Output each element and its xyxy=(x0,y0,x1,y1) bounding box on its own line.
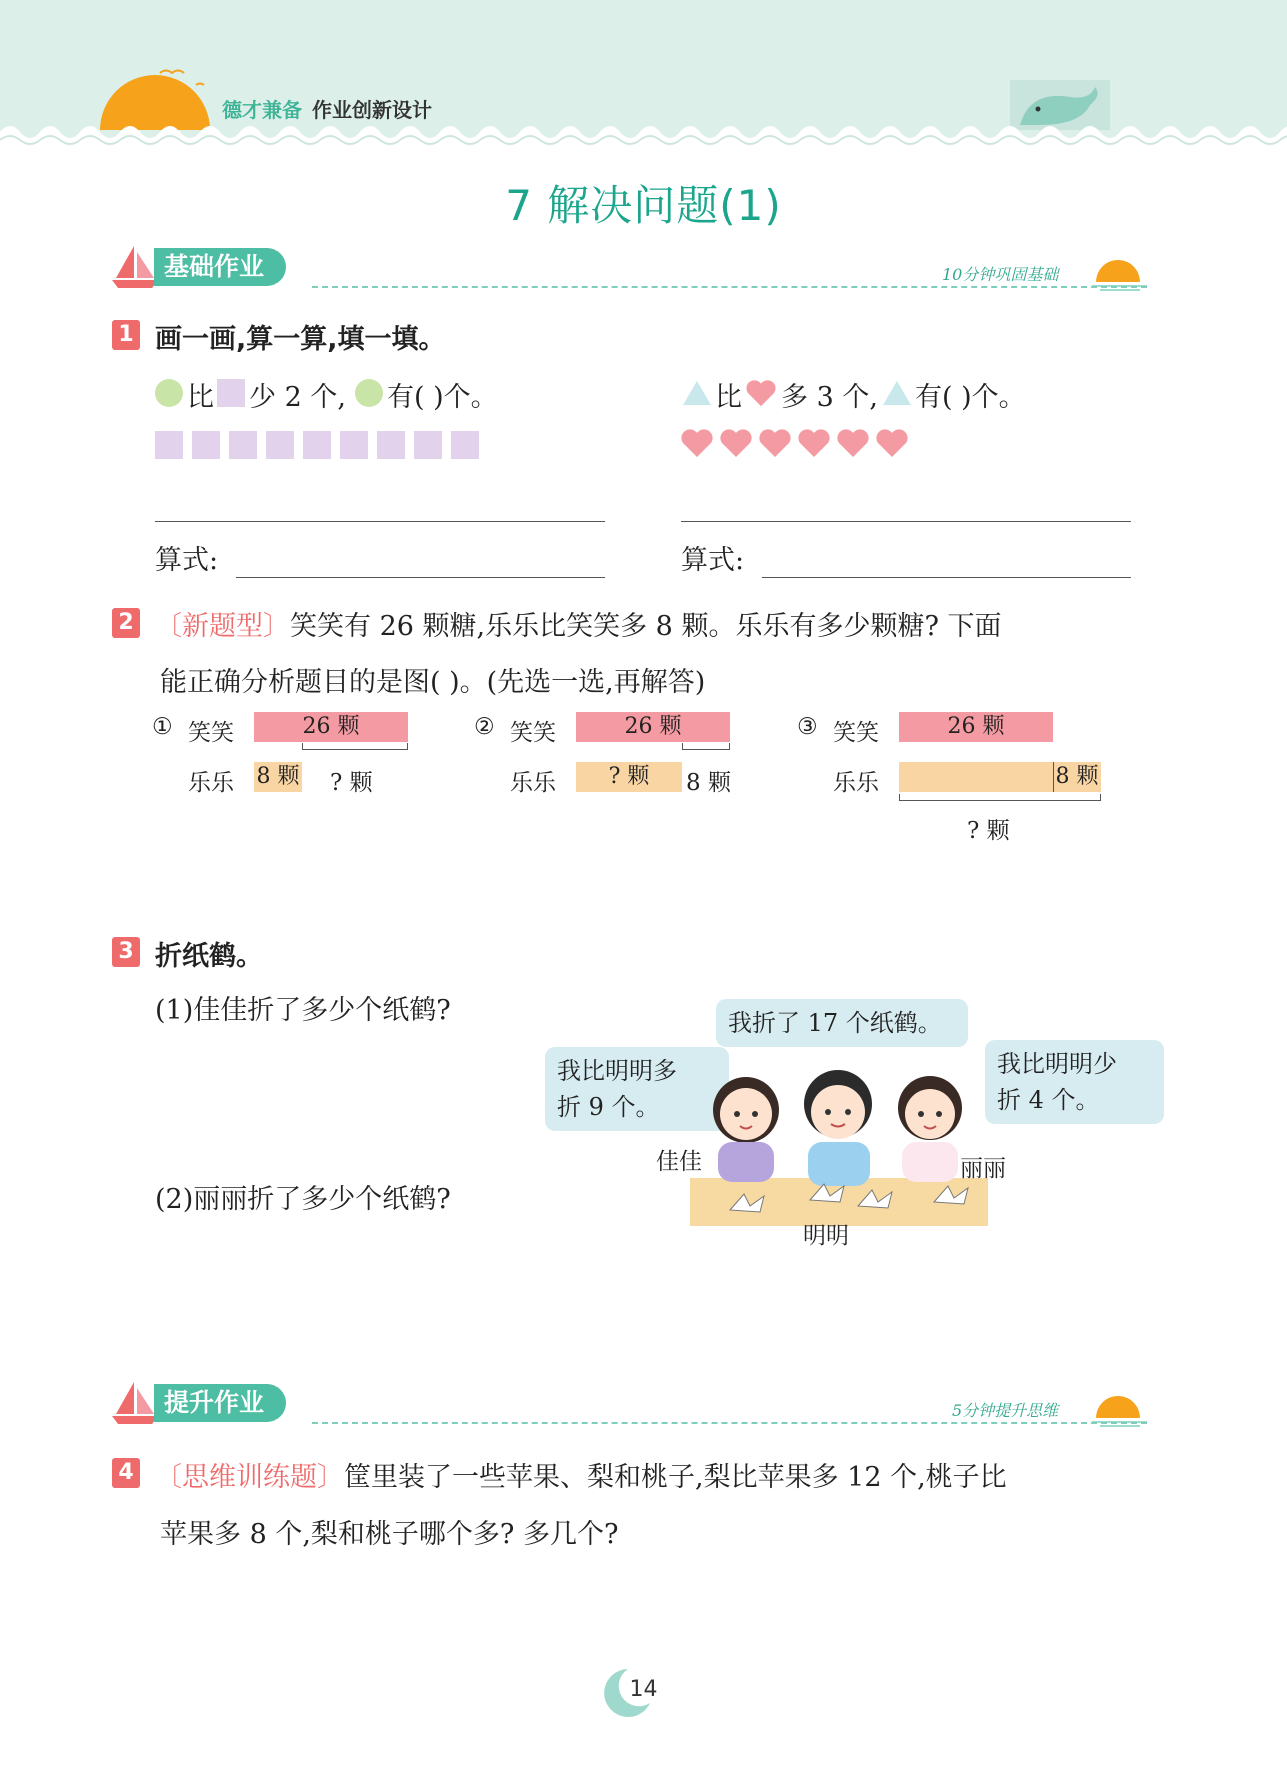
square-shape xyxy=(303,431,331,459)
divider xyxy=(312,1422,1147,1424)
question-text-line: 筐里装了一些苹果、梨和桃子,梨比苹果多 12 个,桃子比 xyxy=(344,1462,1007,1493)
square-shape xyxy=(451,431,479,459)
divider xyxy=(1053,762,1054,792)
row-label: 笑笑 xyxy=(833,720,879,746)
heart-shape xyxy=(875,428,909,458)
triangle-shape xyxy=(883,381,911,405)
square-shape xyxy=(340,431,368,459)
children-folding-cranes-illustration xyxy=(690,1050,990,1230)
speech-bubble-mingming: 我折了 17 个纸鹤。 xyxy=(716,999,968,1047)
formula-answer-line[interactable] xyxy=(236,577,605,578)
page-number: 14 xyxy=(629,1677,658,1702)
brace xyxy=(682,743,730,750)
row-label: 乐乐 xyxy=(188,770,234,796)
formula-label: 算式: xyxy=(155,545,219,576)
question-number: 1 xyxy=(112,320,140,350)
brace xyxy=(899,794,1101,801)
square-shape xyxy=(155,431,183,459)
squares-row xyxy=(155,431,485,461)
sun-icon xyxy=(1092,1388,1147,1428)
diagram-number: ③ xyxy=(797,714,818,740)
row-label: 笑笑 xyxy=(188,720,234,746)
brand-name: 德才兼备 xyxy=(222,98,302,122)
brace xyxy=(302,743,408,750)
speech-bubble-lili xyxy=(985,1040,1164,1124)
hearts-row xyxy=(680,428,920,462)
prompt-text: 比 xyxy=(715,382,742,413)
circle-shape xyxy=(155,379,183,407)
square-shape xyxy=(377,431,405,459)
q1-right-prompt xyxy=(683,375,1143,415)
diagram-number: ① xyxy=(152,714,173,740)
section-banner-basic xyxy=(112,244,1147,294)
drawing-line[interactable] xyxy=(155,521,605,522)
q1-left-prompt xyxy=(155,375,615,415)
bottom-bar xyxy=(899,762,1053,792)
square-shape xyxy=(229,431,257,459)
sun-icon xyxy=(1092,252,1147,292)
heart-shape xyxy=(719,428,753,458)
diagram-number: ② xyxy=(474,714,495,740)
question-text-line: 笑笑有 26 颗糖,乐乐比笑笑多 8 颗。乐乐有多少颗糖? 下面 xyxy=(290,611,1002,642)
prompt-text: 有( )个。 xyxy=(915,382,1026,413)
heart-shape xyxy=(797,428,831,458)
bubble-line: 折 9 个。 xyxy=(557,1093,660,1121)
question-tag: 〔新题型〕 xyxy=(155,611,290,642)
question-text-line: 能正确分析题目的是图( )。(先选一选,再解答) xyxy=(160,667,706,698)
heart-shape xyxy=(758,428,792,458)
divider xyxy=(312,286,1147,288)
question-number: 4 xyxy=(112,1458,140,1488)
name-label-jiajia: 佳佳 xyxy=(656,1149,702,1175)
sub-question: (1)佳佳折了多少个纸鹤? xyxy=(155,995,451,1026)
bar-diagram-2[interactable] xyxy=(474,712,744,822)
name-label-mingming: 明明 xyxy=(803,1223,849,1249)
bar-diagram-1[interactable] xyxy=(152,712,422,822)
square-shape xyxy=(414,431,442,459)
square-shape xyxy=(217,379,245,407)
prompt-text: 有( )个。 xyxy=(387,382,498,413)
row-label: 笑笑 xyxy=(510,720,556,746)
section-label: 基础作业 xyxy=(154,248,286,286)
unknown-label: ? 颗 xyxy=(967,818,1010,844)
page-title: 7 解决问题(1) xyxy=(505,181,782,230)
unknown-label: ? 颗 xyxy=(330,770,373,796)
question-number: 3 xyxy=(112,937,140,967)
question-text xyxy=(155,1455,1007,1494)
formula-label: 算式: xyxy=(681,545,745,576)
top-bar: 26 颗 xyxy=(576,712,730,742)
section-label: 提升作业 xyxy=(154,1384,286,1422)
section-note: 10分钟巩固基础 xyxy=(942,265,1059,284)
square-shape xyxy=(266,431,294,459)
row-label: 乐乐 xyxy=(833,770,879,796)
prompt-text: 少 2 个, xyxy=(249,382,346,413)
difference-bar: 8 颗 xyxy=(1053,762,1101,792)
heart-shape xyxy=(745,379,777,407)
prompt-text: 多 3 个, xyxy=(781,382,878,413)
heart-shape xyxy=(680,428,714,458)
top-bar: 26 颗 xyxy=(899,712,1053,742)
bottom-bar: 8 颗 xyxy=(254,762,302,792)
question-text-line: 苹果多 8 个,梨和桃子哪个多? 多几个? xyxy=(160,1519,619,1550)
section-banner-advanced xyxy=(112,1380,1147,1430)
sailboat-icon xyxy=(112,1380,160,1426)
bubble-line: 折 4 个。 xyxy=(997,1086,1100,1114)
bar-diagram-3[interactable] xyxy=(797,712,1107,852)
formula-answer-line[interactable] xyxy=(762,577,1131,578)
circle-shape xyxy=(355,379,383,407)
question-title: 折纸鹤。 xyxy=(155,941,263,972)
top-bar: 26 颗 xyxy=(254,712,408,742)
section-note: 5分钟提升思维 xyxy=(952,1401,1059,1420)
bubble-line: 我比明明少 xyxy=(997,1050,1117,1078)
prompt-text: 比 xyxy=(187,382,214,413)
header-wave xyxy=(0,112,1287,150)
brand-subtitle: 作业创新设计 xyxy=(312,98,432,122)
heart-shape xyxy=(836,428,870,458)
name-label-lili: 丽丽 xyxy=(960,1156,1006,1182)
square-shape xyxy=(192,431,220,459)
bubble-line: 我比明明多 xyxy=(557,1057,677,1085)
question-tag: 〔思维训练题〕 xyxy=(155,1462,344,1493)
bottom-bar: ? 颗 xyxy=(576,762,682,792)
difference-label: 8 颗 xyxy=(686,770,731,796)
sailboat-icon xyxy=(112,244,160,290)
question-number: 2 xyxy=(112,608,140,638)
question-text xyxy=(155,604,1002,643)
sub-question: (2)丽丽折了多少个纸鹤? xyxy=(155,1184,451,1215)
question-title: 画一画,算一算,填一填。 xyxy=(155,324,446,355)
page-header xyxy=(0,0,1287,150)
drawing-line[interactable] xyxy=(681,521,1131,522)
triangle-shape xyxy=(683,381,711,405)
row-label: 乐乐 xyxy=(510,770,556,796)
